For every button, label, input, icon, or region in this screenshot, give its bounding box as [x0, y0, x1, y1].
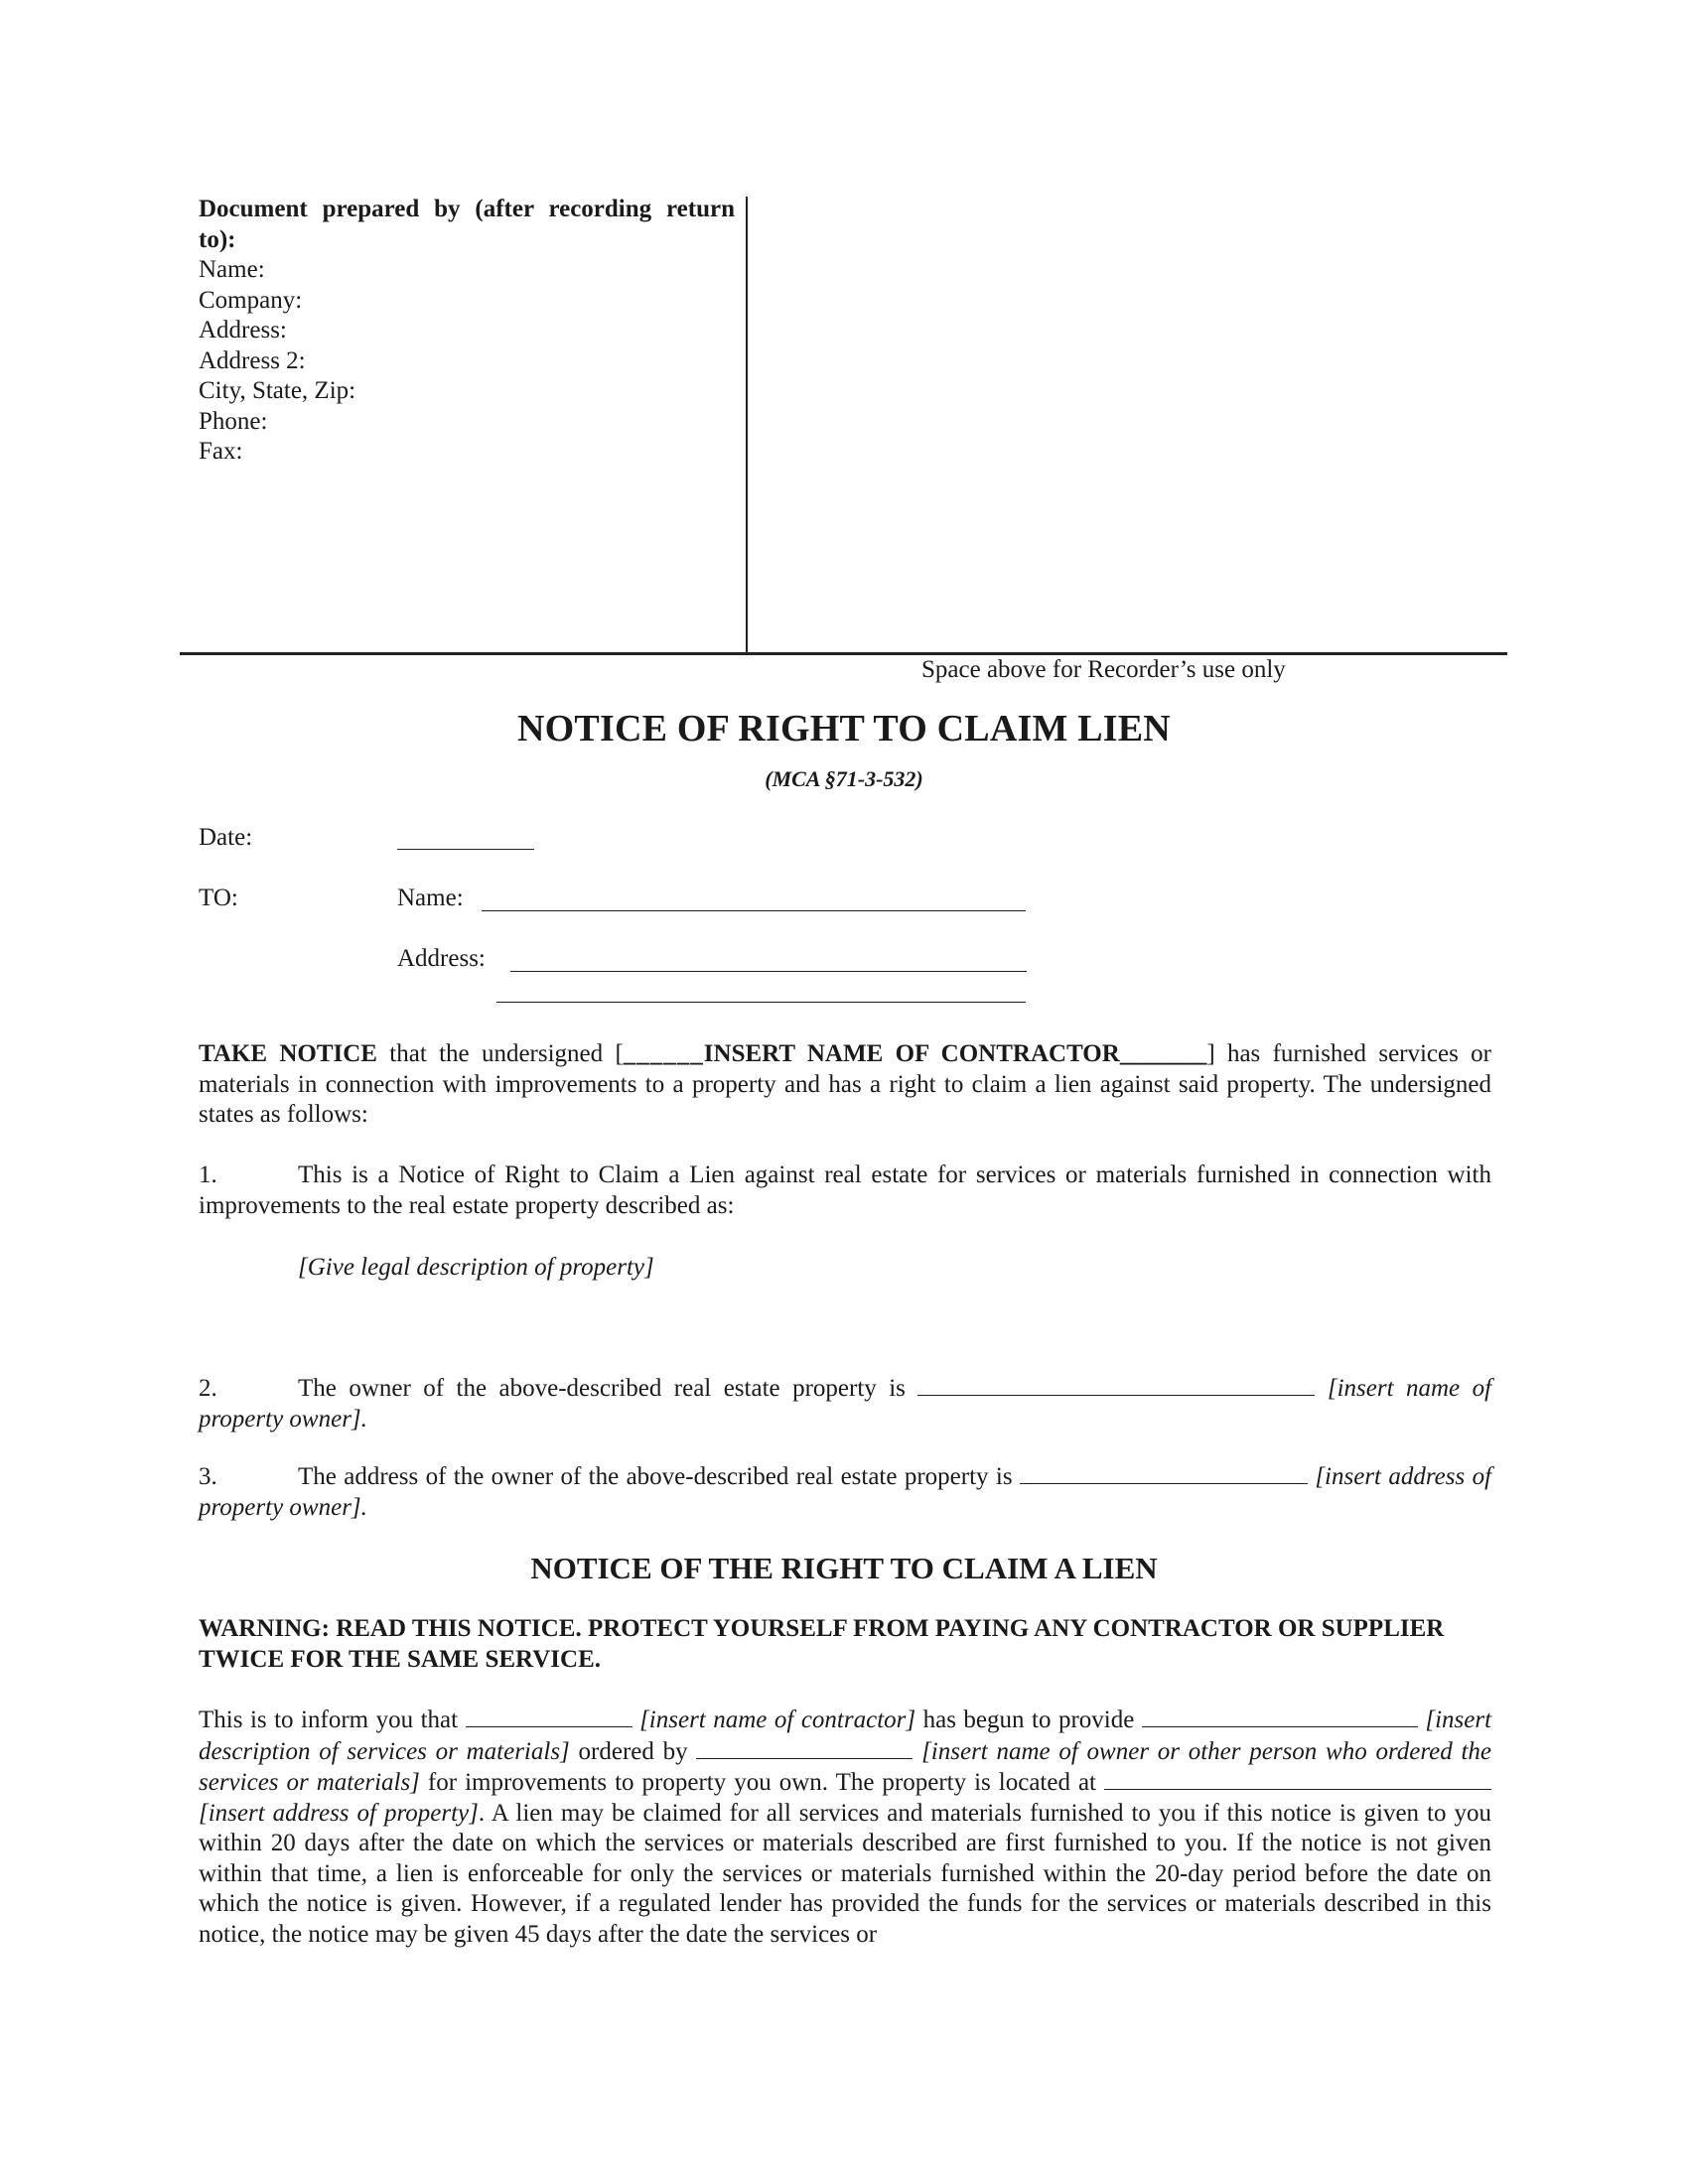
name-label: Name:: [397, 885, 464, 911]
item-3: [199, 1461, 1491, 1523]
item-2-number: 2.: [199, 1375, 217, 1402]
inform-note-owner: [insert name of owner or other person who ordered the services or materials]: [199, 1737, 1492, 1796]
inform-note-services: [insert description of services or materials]: [199, 1706, 1492, 1765]
item-2-blank[interactable]: [917, 1373, 1315, 1396]
inform-address-blank[interactable]: [1104, 1767, 1491, 1790]
item-3-blank[interactable]: [1020, 1461, 1308, 1484]
item-2-text: The owner of the above-described real estate property is: [298, 1375, 906, 1402]
prepared-by-field-address2: Address 2:: [199, 346, 306, 374]
item-1-note: [Give legal description of property]: [298, 1254, 654, 1281]
notice-section-title: NOTICE OF THE RIGHT TO CLAIM A LIEN: [530, 1551, 1158, 1585]
date-blank[interactable]: [397, 849, 534, 850]
name-blank[interactable]: [482, 910, 1026, 911]
prepared-by-block: [199, 195, 735, 468]
document-title: NOTICE OF RIGHT TO CLAIM LIEN: [517, 708, 1171, 750]
address-blank-line-2[interactable]: [496, 1002, 1026, 1003]
prepared-by-field-fax: Fax:: [199, 438, 243, 465]
inform-text-2: has begun to provide: [922, 1706, 1135, 1733]
prepared-by-title: Document prepared by (after recording return to):: [199, 196, 735, 253]
take-notice-text-2: ] has furnished services or materials in connection with improvements to a property and has a right to claim a lien against said property. The undersigned states as follows:: [199, 1040, 1492, 1128]
statute-reference: (MCA §71-3-532): [765, 766, 923, 791]
inform-note-address: [insert address of property]: [199, 1799, 479, 1827]
take-notice-text-1: that the undersigned [: [389, 1040, 624, 1067]
item-1: [199, 1160, 1491, 1221]
inform-paragraph: [199, 1705, 1491, 1950]
item-2-note: [insert name of property owner].: [199, 1375, 1492, 1433]
date-label: Date:: [199, 824, 253, 851]
address-label: Address:: [397, 945, 486, 972]
prepared-by-field-name: Name:: [199, 256, 265, 283]
warning-text: WARNING: READ THIS NOTICE. PROTECT YOURSELF FROM PAYING ANY CONTRACTOR OR SUPPLIER TWICE FOR THE SAME SERVICE.: [199, 1615, 1445, 1673]
contractor-placeholder: INSERT NAME OF CONTRACTOR: [703, 1040, 1120, 1067]
inform-text-5: . A lien may be claimed for all services and materials furnished to you if this notice is given to you within 20 days after the date on which the services or materials described are first furnished to you. If the notice is not given within that time, a lien is enforceable for only the services or materials furnished within the 20-day period before the date on which the notice is given. However, if a regulated lender has provided the funds for the services or materials described in this notice, the notice may be given 45 days after the date the services or: [199, 1799, 1492, 1948]
recorder-note: Space above for Recorder’s use only: [921, 656, 1286, 683]
inform-services-blank[interactable]: [1142, 1705, 1418, 1727]
item-1-text: This is a Notice of Right to Claim a Lien against real estate for services or materials furnished in connection with improvements to the real estate property described as:: [199, 1161, 1491, 1219]
item-1-number: 1.: [199, 1161, 217, 1188]
take-notice-lead: TAKE NOTICE: [199, 1040, 377, 1067]
address-blank-line-1[interactable]: [510, 971, 1027, 972]
recorder-horizontal-rule: [180, 652, 1507, 655]
prepared-by-field-phone: Phone:: [199, 407, 268, 435]
prepared-by-field-company: Company:: [199, 286, 303, 314]
item-3-text: The address of the owner of the above-described real estate property is: [298, 1463, 1013, 1490]
inform-text-4: for improvements to property you own. The property is located at: [427, 1769, 1097, 1796]
item-3-number: 3.: [199, 1463, 217, 1490]
inform-contractor-blank[interactable]: [466, 1705, 633, 1727]
inform-ordered-by-blank[interactable]: [696, 1736, 913, 1759]
to-label: TO:: [199, 885, 238, 911]
prepared-by-field-address: Address:: [199, 317, 287, 343]
prepared-by-field-city-state-zip: City, State, Zip:: [199, 377, 356, 404]
recorder-vertical-rule: [746, 197, 748, 653]
item-2: [199, 1373, 1491, 1434]
inform-text-1: This is to inform you that: [199, 1706, 459, 1733]
take-notice-paragraph: TAKE NOTICE that the undersigned [______INSERT NAME OF CONTRACTOR_______] has furnished services or materials in connection with improvements to a property and has a right to claim a lien against said property. The undersigned states as follows:: [199, 1040, 1492, 1128]
inform-note-contractor: [insert name of contractor]: [639, 1706, 916, 1733]
inform-text-3: ordered by: [578, 1737, 688, 1765]
item-3-note: [insert address of property owner].: [199, 1463, 1492, 1521]
